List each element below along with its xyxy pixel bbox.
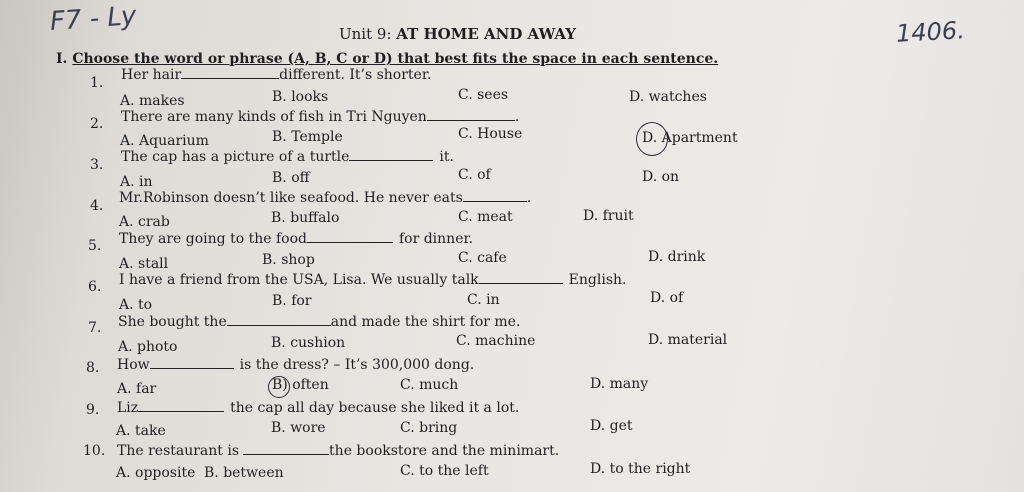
option[interactable]: B. buffalo — [271, 210, 340, 226]
option[interactable]: D. material — [648, 332, 728, 348]
question-number: 8. — [86, 360, 100, 376]
option[interactable]: C. of — [458, 167, 491, 183]
question-part: She bought the — [118, 314, 227, 330]
option[interactable]: B. Temple — [272, 129, 343, 145]
question-part: How — [117, 357, 150, 373]
option[interactable]: D. fruit — [583, 208, 634, 224]
question-text — [121, 66, 431, 83]
option[interactable]: B. cushion — [271, 335, 346, 351]
question-part: for dinner. — [398, 231, 474, 247]
option[interactable]: D. get — [590, 418, 633, 434]
option[interactable]: A. to — [119, 297, 153, 313]
question-number: 2. — [90, 116, 104, 132]
question-part: is the dress? – It’s 300,000 dong. — [239, 357, 475, 373]
answer-blank[interactable] — [479, 271, 563, 284]
answer-blank[interactable] — [307, 230, 393, 243]
option[interactable]: B. off — [272, 170, 310, 186]
question-part: and made the shirt for me. — [330, 314, 521, 330]
option[interactable]: C. machine — [456, 333, 536, 349]
question-part: . — [514, 109, 520, 125]
handwritten-number-note: 1406. — [895, 16, 966, 48]
question-number: 3. — [90, 157, 104, 173]
option[interactable]: A. crab — [119, 214, 170, 230]
answer-blank[interactable] — [349, 148, 433, 161]
question-part: The restaurant is — [117, 443, 240, 459]
unit-title — [339, 25, 576, 43]
option-selected[interactable]: B) often — [272, 377, 329, 393]
question-text — [121, 108, 519, 125]
question-part: They are going to the food — [119, 231, 307, 247]
question-number: 1. — [90, 75, 104, 91]
question-text — [119, 271, 626, 288]
question-part: Her hair — [121, 67, 182, 83]
question-number: 5. — [88, 238, 102, 254]
option[interactable]: D. to the right — [590, 461, 691, 477]
question-part: different. It’s shorter. — [279, 67, 432, 83]
question-text — [117, 399, 519, 416]
option[interactable]: A. take — [116, 423, 166, 439]
option[interactable]: D. drink — [648, 249, 706, 265]
question-part: it. — [439, 149, 454, 165]
question-number: 10. — [83, 443, 106, 459]
option[interactable]: A. makes — [120, 93, 185, 109]
option[interactable]: D. watches — [629, 89, 707, 105]
question-number: 4. — [90, 198, 104, 214]
answer-blank[interactable] — [181, 66, 279, 79]
answer-circle — [636, 122, 668, 156]
section-instruction: Choose the word or phrase (A, B, C or D) that best fits the space in each sentence. — [72, 51, 719, 67]
option-selected[interactable]: D. Apartment — [642, 130, 738, 146]
option[interactable]: D. of — [650, 290, 684, 306]
question-part: . — [526, 190, 532, 206]
option[interactable]: B. shop — [262, 252, 315, 268]
question-number: 7. — [88, 320, 102, 336]
answer-blank[interactable] — [150, 356, 234, 369]
option[interactable]: C. sees — [458, 87, 509, 103]
option[interactable]: A. in — [120, 174, 153, 190]
question-part: the cap all day because she liked it a lot. — [230, 400, 520, 416]
question-text — [117, 356, 474, 373]
option[interactable]: A. photo — [118, 339, 178, 355]
option[interactable]: A. far — [117, 381, 157, 397]
question-text — [119, 230, 473, 247]
option[interactable]: A. Aquarium — [120, 133, 209, 149]
option[interactable]: B. between — [204, 465, 284, 481]
option[interactable]: D. on — [642, 169, 680, 185]
question-part: The cap has a picture of a turtle — [121, 149, 350, 165]
handwritten-class-note: F7 - Ly — [49, 1, 138, 37]
option[interactable]: A. opposite — [116, 465, 196, 481]
section-number: I. — [56, 51, 68, 67]
option[interactable]: B. wore — [271, 420, 326, 436]
answer-blank[interactable] — [427, 108, 515, 121]
question-part: I have a friend from the USA, Lisa. We usually talk — [119, 272, 479, 288]
option[interactable]: C. in — [467, 292, 500, 308]
option[interactable]: C. House — [458, 126, 523, 142]
question-part: the bookstore and the minimart. — [329, 443, 560, 459]
answer-blank[interactable] — [227, 313, 331, 326]
option[interactable]: B. looks — [272, 89, 329, 105]
answer-circle — [268, 376, 290, 398]
question-text — [118, 313, 520, 330]
question-number: 9. — [86, 402, 100, 418]
option[interactable]: C. much — [400, 377, 459, 393]
question-part: English. — [568, 272, 627, 288]
answer-blank[interactable] — [243, 442, 329, 455]
section-heading — [56, 51, 718, 67]
question-text — [119, 189, 531, 206]
option[interactable]: C. to the left — [400, 463, 489, 479]
unit-name: AT HOME AND AWAY — [396, 25, 576, 43]
question-text — [121, 148, 454, 165]
question-part: Mr.Robinson doesn’t like seafood. He never eats — [119, 190, 463, 206]
unit-label: Unit 9: — [339, 25, 392, 43]
question-part: There are many kinds of fish in Tri Nguyen — [121, 109, 427, 125]
answer-blank[interactable] — [463, 189, 527, 202]
question-text — [117, 442, 559, 459]
option[interactable]: B. for — [272, 293, 312, 309]
option[interactable]: C. cafe — [458, 250, 507, 266]
option[interactable]: D. many — [590, 376, 649, 392]
option[interactable]: C. bring — [400, 420, 458, 436]
question-number: 6. — [88, 279, 102, 295]
answer-blank[interactable] — [138, 399, 224, 412]
question-part: Liz — [117, 400, 139, 416]
option[interactable]: A. stall — [119, 256, 169, 272]
option[interactable]: C. meat — [458, 209, 513, 225]
